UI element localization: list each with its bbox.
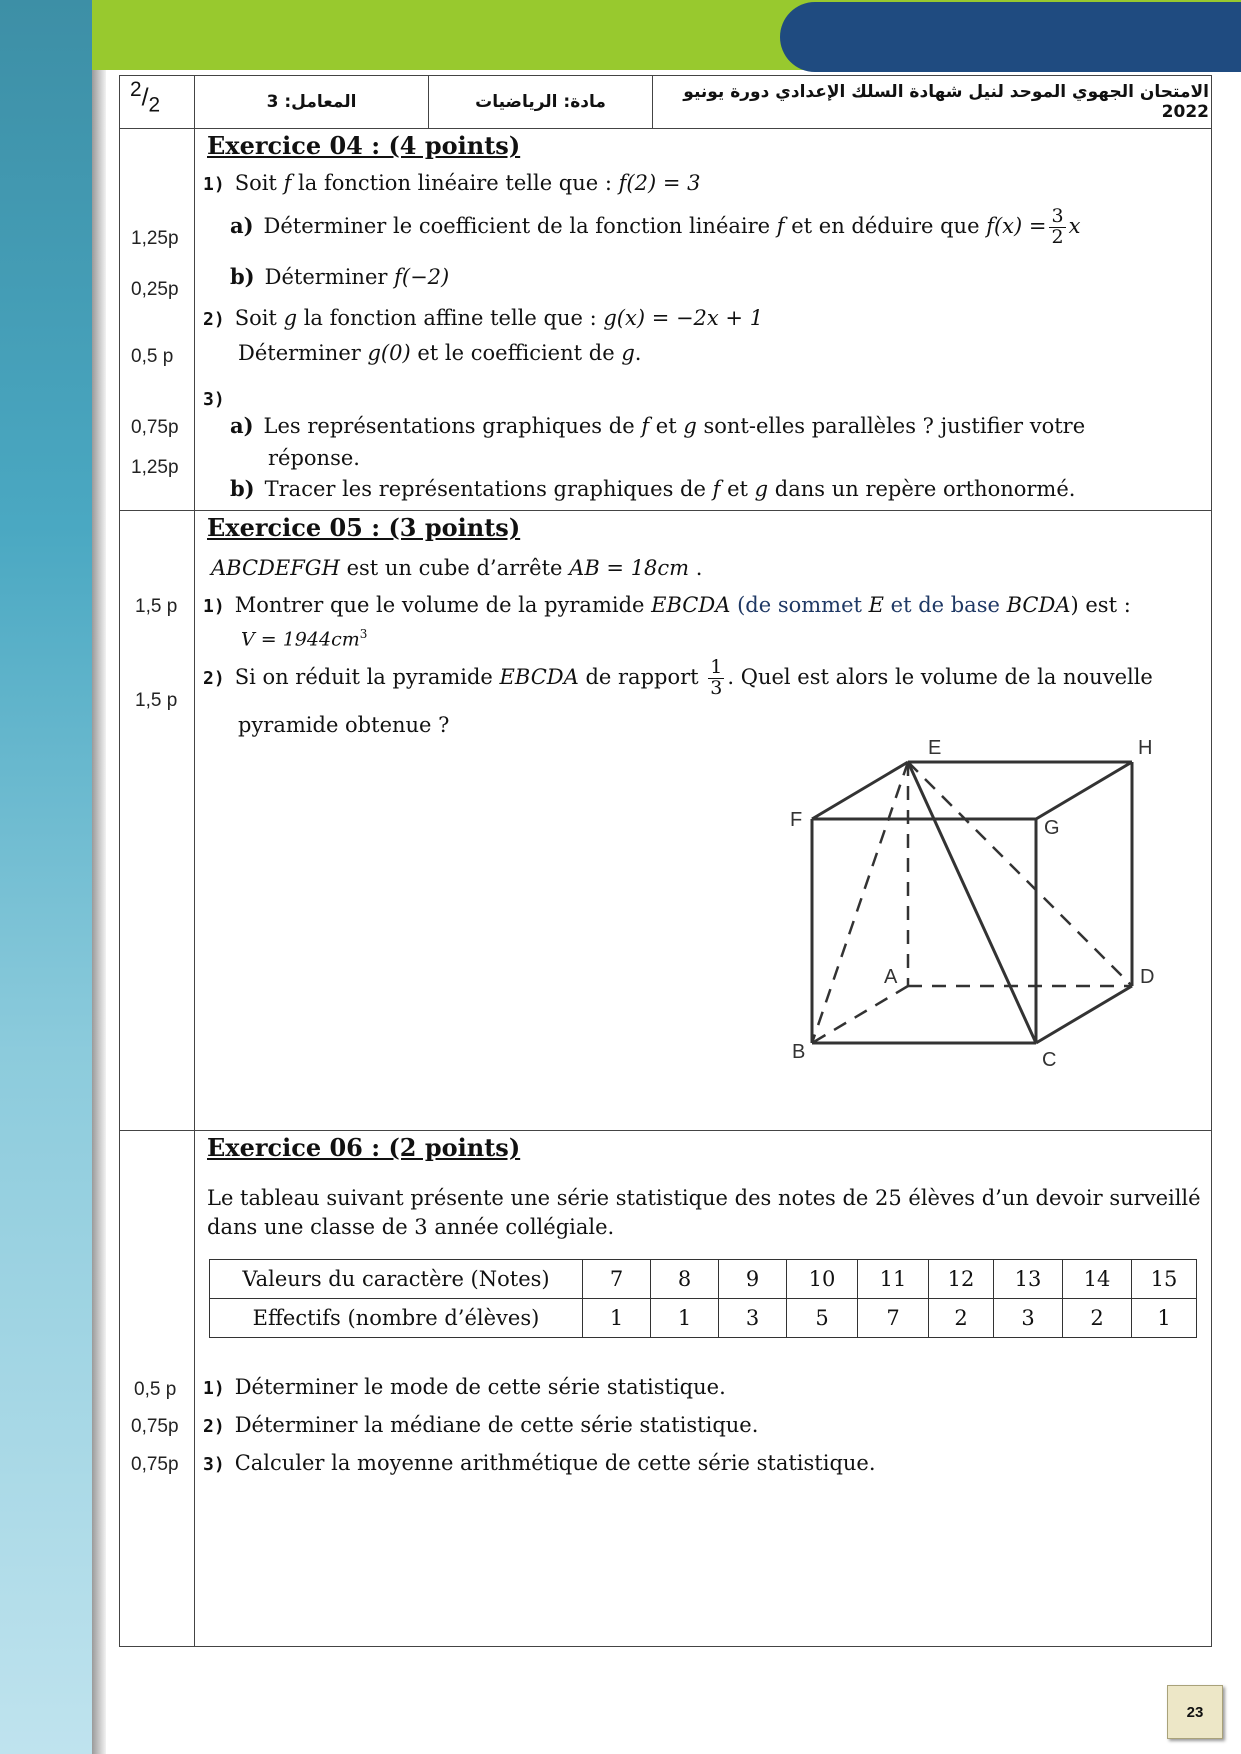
ex6-points-1: 0,5 p <box>134 1379 177 1400</box>
table-cell: 12 <box>929 1260 994 1299</box>
table-cell: 2 <box>1063 1299 1132 1338</box>
table-cell: 14 <box>1063 1260 1132 1299</box>
hidden-edge-ED <box>908 762 1132 986</box>
cube-pyramid-figure <box>760 736 1180 1096</box>
ex5-q1-volume: $V = 1944cm^3$ <box>241 627 368 651</box>
table-cell: 10 <box>787 1260 858 1299</box>
ex4-ex5-divider <box>120 510 1211 511</box>
table-cell: 2 <box>929 1299 994 1338</box>
ex5-points-2: 1,5 p <box>135 690 178 711</box>
table-cell: 15 <box>1132 1260 1197 1299</box>
table-cell: 8 <box>651 1260 719 1299</box>
coefficient-cell: المعامل: 3 <box>266 92 357 112</box>
page-number-badge: 23 <box>1167 1685 1223 1739</box>
left-shadow <box>92 0 106 1754</box>
ex5-points-1: 1,5 p <box>135 596 178 617</box>
table-header-values: Valeurs du caractère (Notes) <box>210 1260 583 1299</box>
exam-frame <box>119 75 1212 1647</box>
vertex-label-E: E <box>928 737 942 759</box>
ex4-points-2: 0,25p <box>131 279 179 300</box>
ex4-q3a: a) Les représentations graphiques de f et g sont-elles parallèles ? justifier votre <box>230 413 1086 438</box>
points-column-divider <box>194 76 195 1646</box>
top-blue-oval <box>780 2 1241 72</box>
ex5-title: Exercice 05 : (3 points) <box>207 513 521 542</box>
ex6-points-2: 0,75p <box>131 1416 179 1437</box>
vertex-label-A: A <box>884 966 898 988</box>
subject-cell: مادة: الرياضيات <box>475 92 606 112</box>
ex6-q1: 1) Déterminer le mode de cette série statistique. <box>203 1375 726 1399</box>
header-divider <box>120 128 1211 129</box>
table-cell: 7 <box>583 1260 651 1299</box>
ex4-q1a: a) Déterminer le coefficient de la fonction linéaire f et en déduire que f(x) = $\frac{3}{2}$ x <box>230 205 1081 248</box>
table-cell: 13 <box>994 1260 1063 1299</box>
ex4-q3a-line2: réponse. <box>268 446 360 470</box>
ex4-title: Exercice 04 : (4 points) <box>207 131 521 160</box>
hidden-edge-EB <box>812 762 908 1043</box>
ex4-q3b: b) Tracer les représentations graphiques de f et g dans un repère orthonormé. <box>230 476 1076 501</box>
ex4-q2: 2) Soit g la fonction affine telle que : g(x) = −2x + 1 <box>203 306 764 330</box>
left-decorative-strip <box>0 0 92 1754</box>
ex4-q1: 1) Soit f la fonction linéaire telle que : f(2) = 3 <box>203 171 701 195</box>
ex6-q2: 2) Déterminer la médiane de cette série statistique. <box>203 1413 759 1437</box>
ex6-q3: 3) Calculer la moyenne arithmétique de cette série statistique. <box>203 1451 876 1475</box>
hidden-edge-AB <box>812 986 908 1043</box>
ex4-points-1: 1,25p <box>131 228 179 249</box>
edge-EF <box>812 762 908 819</box>
ex6-points-3: 0,75p <box>131 1454 179 1475</box>
table-cell: 1 <box>583 1299 651 1338</box>
vertex-label-G: G <box>1044 817 1060 839</box>
ex6-intro-line1: Le tableau suivant présente une série statistique des notes de 25 élèves d’un devoir surveillé <box>207 1186 1201 1210</box>
ex5-ex6-divider <box>120 1130 1211 1131</box>
ex4-q2-line2: Déterminer g(0) et le coefficient de g. <box>238 341 642 365</box>
ex5-q2: 2) Si on réduit la pyramide EBCDA de rapport $\frac{1}{3}$ . Quel est alors le volume de la nouvelle <box>203 656 1153 699</box>
ex4-q3: 3) <box>203 389 225 410</box>
vertex-label-D: D <box>1140 966 1155 988</box>
ex4-points-5: 1,25p <box>131 457 179 478</box>
ex5-intro: ABCDEFGH est un cube d’arrête AB = 18cm . <box>211 556 703 580</box>
table-cell: 9 <box>719 1260 787 1299</box>
vertex-label-C: C <box>1042 1049 1057 1071</box>
page-fraction: $^2/_2$ <box>130 78 161 117</box>
table-cell: 5 <box>787 1299 858 1338</box>
table-cell: 3 <box>719 1299 787 1338</box>
vertex-label-B: B <box>792 1041 806 1063</box>
edge-CD <box>1036 986 1132 1043</box>
table-header-counts: Effectifs (nombre d’élèves) <box>210 1299 583 1338</box>
table-cell: 1 <box>1132 1299 1197 1338</box>
stats-table <box>209 1259 1197 1338</box>
fraction-1-3: $\frac{1}{3}$ <box>710 656 723 699</box>
vertex-label-F: F <box>790 809 803 831</box>
ex4-q1b: b) Déterminer f(−2) <box>230 264 450 289</box>
ex6-intro-line2: dans une classe de 3 année collégiale. <box>207 1215 615 1239</box>
table-cell: 11 <box>858 1260 929 1299</box>
vertex-label-H: H <box>1138 737 1153 759</box>
fraction-3-2: $\frac{3}{2}$ <box>1051 205 1064 248</box>
table-cell: 3 <box>994 1299 1063 1338</box>
exam-title-cell: الامتحان الجهوي الموحد لنيل شهادة السلك الإعدادي دورة يونيو 2022 <box>683 82 1209 122</box>
ex4-points-4: 0,75p <box>131 417 179 438</box>
ex6-title: Exercice 06 : (2 points) <box>207 1133 521 1162</box>
ex4-points-3: 0,5 p <box>131 346 174 367</box>
ex5-q2-line2: pyramide obtenue ? <box>238 713 450 737</box>
table-row-counts <box>210 1299 1197 1338</box>
edge-HG <box>1036 762 1132 819</box>
edge-EC <box>908 762 1036 1043</box>
table-cell: 7 <box>858 1299 929 1338</box>
table-cell: 1 <box>651 1299 719 1338</box>
table-row-values <box>210 1260 1197 1299</box>
ex5-q1: 1) Montrer que le volume de la pyramide EBCDA (de sommet E et de base BCDA) est : <box>203 593 1131 617</box>
